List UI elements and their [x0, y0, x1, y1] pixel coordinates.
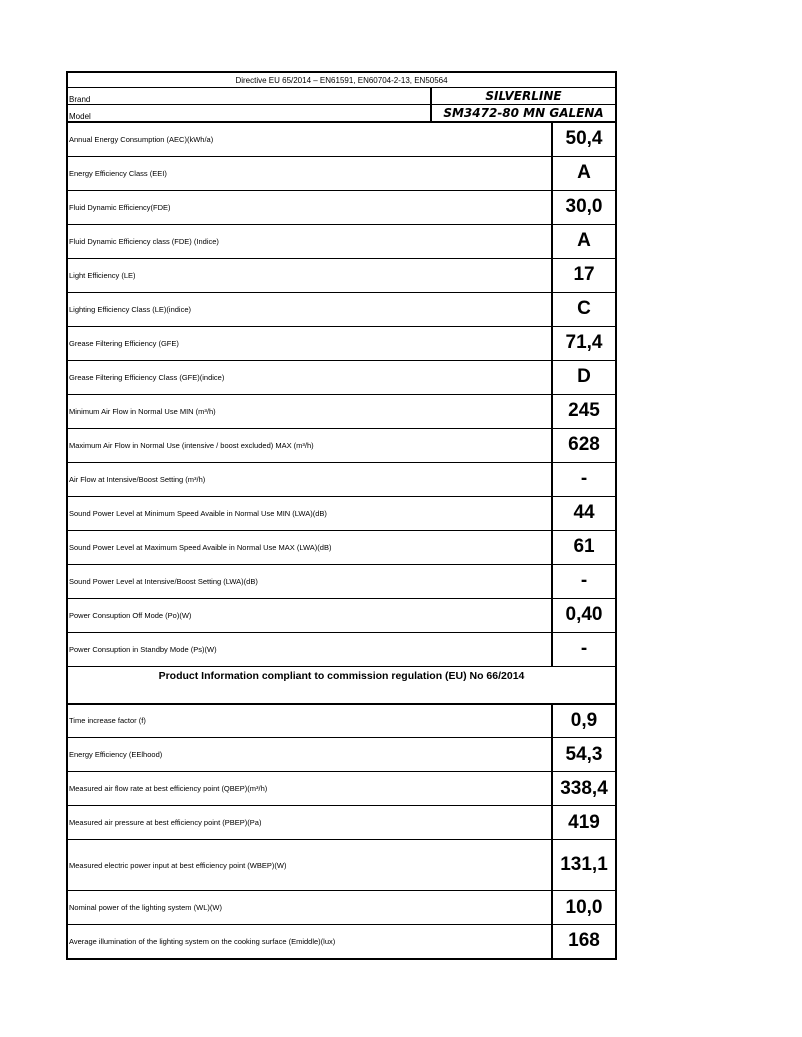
row-label: Energy Efficiency (EElhood) [67, 738, 552, 772]
row-value: 17 [552, 258, 616, 292]
table-row [67, 564, 616, 598]
model-value: SM3472-80 MN GALENA [431, 105, 616, 123]
table-row [67, 360, 616, 394]
table-row [67, 806, 616, 840]
table-row [67, 292, 616, 326]
table-row [67, 258, 616, 292]
row-value: 0,40 [552, 598, 616, 632]
table-row [67, 530, 616, 564]
row-label: Grease Filtering Efficiency Class (GFE)(indice) [67, 360, 552, 394]
product-info-sheet [66, 71, 615, 960]
model-row [67, 105, 616, 123]
row-value: 61 [552, 530, 616, 564]
table-row [67, 496, 616, 530]
table-row [67, 772, 616, 806]
section-title: Product Information compliant to commission regulation (EU) No 66/2014 [67, 666, 616, 704]
table-row [67, 326, 616, 360]
row-value: 338,4 [552, 772, 616, 806]
row-label: Time increase factor (f) [67, 704, 552, 738]
row-label: Average illumination of the lighting system on the cooking surface (Emiddle)(lux) [67, 925, 552, 959]
row-label: Annual Energy Consumption (AEC)(kWh/a) [67, 122, 552, 156]
row-label: Nominal power of the lighting system (WL)(W) [67, 891, 552, 925]
model-label: Model [67, 105, 431, 123]
table-row [67, 840, 616, 891]
row-value: 10,0 [552, 891, 616, 925]
table-row [67, 190, 616, 224]
table-row [67, 156, 616, 190]
row-value: - [552, 632, 616, 666]
row-label: Air Flow at Intensive/Boost Setting (m³/h) [67, 462, 552, 496]
row-value: 628 [552, 428, 616, 462]
table-row [67, 738, 616, 772]
brand-row [67, 88, 616, 105]
row-label: Light Efficiency (LE) [67, 258, 552, 292]
brand-label: Brand [69, 95, 91, 104]
row-value: 50,4 [552, 122, 616, 156]
row-label: Sound Power Level at Maximum Speed Avaible in Normal Use MAX (LWA)(dB) [67, 530, 552, 564]
row-label: Measured air flow rate at best efficiency point (QBEP)(m³/h) [67, 772, 552, 806]
table-row [67, 122, 616, 156]
table-row [67, 704, 616, 738]
row-label: Grease Filtering Efficiency (GFE) [67, 326, 552, 360]
row-value: 131,1 [552, 840, 616, 891]
row-value: 54,3 [552, 738, 616, 772]
row-value: 245 [552, 394, 616, 428]
row-label: Measured electric power input at best efficiency point (WBEP)(W) [67, 840, 552, 891]
rows-group-b [67, 704, 616, 959]
table-row [67, 925, 616, 959]
section-row [67, 666, 616, 704]
row-label: Maximum Air Flow in Normal Use (intensive / boost excluded) MAX (m³/h) [67, 428, 552, 462]
table-row [67, 891, 616, 925]
row-value: 168 [552, 925, 616, 959]
row-label: Sound Power Level at Intensive/Boost Setting (LWA)(dB) [67, 564, 552, 598]
row-label: Energy Efficiency Class (EEI) [67, 156, 552, 190]
row-label: Fluid Dynamic Efficiency(FDE) [67, 190, 552, 224]
table-row [67, 394, 616, 428]
row-label: Sound Power Level at Minimum Speed Avaible in Normal Use MIN (LWA)(dB) [67, 496, 552, 530]
row-value: 0,9 [552, 704, 616, 738]
directive-text: Directive EU 65/2014 – EN61591, EN60704-2-13, EN50564 [67, 72, 616, 88]
row-label: Lighting Efficiency Class (LE)(indice) [67, 292, 552, 326]
row-label: Measured air pressure at best efficiency point (PBEP)(Pa) [67, 806, 552, 840]
table-row [67, 632, 616, 666]
row-value: A [552, 156, 616, 190]
row-value: 71,4 [552, 326, 616, 360]
row-label: Minimum Air Flow in Normal Use MIN (m³/h) [67, 394, 552, 428]
brand-value: SILVERLINE [431, 88, 616, 105]
row-value: 44 [552, 496, 616, 530]
row-value: 30,0 [552, 190, 616, 224]
row-label: Fluid Dynamic Efficiency class (FDE) (Indice) [67, 224, 552, 258]
row-value: A [552, 224, 616, 258]
row-value: - [552, 462, 616, 496]
table-row [67, 428, 616, 462]
table-row [67, 462, 616, 496]
row-label: Power Consuption Off Mode (Po)(W) [67, 598, 552, 632]
rows-group-a [67, 122, 616, 666]
table-row [67, 598, 616, 632]
directive-row [67, 72, 616, 88]
row-value: 419 [552, 806, 616, 840]
table-row [67, 224, 616, 258]
product-table [66, 71, 617, 960]
row-value: C [552, 292, 616, 326]
row-value: - [552, 564, 616, 598]
row-label: Power Consuption in Standby Mode (Ps)(W) [67, 632, 552, 666]
row-value: D [552, 360, 616, 394]
